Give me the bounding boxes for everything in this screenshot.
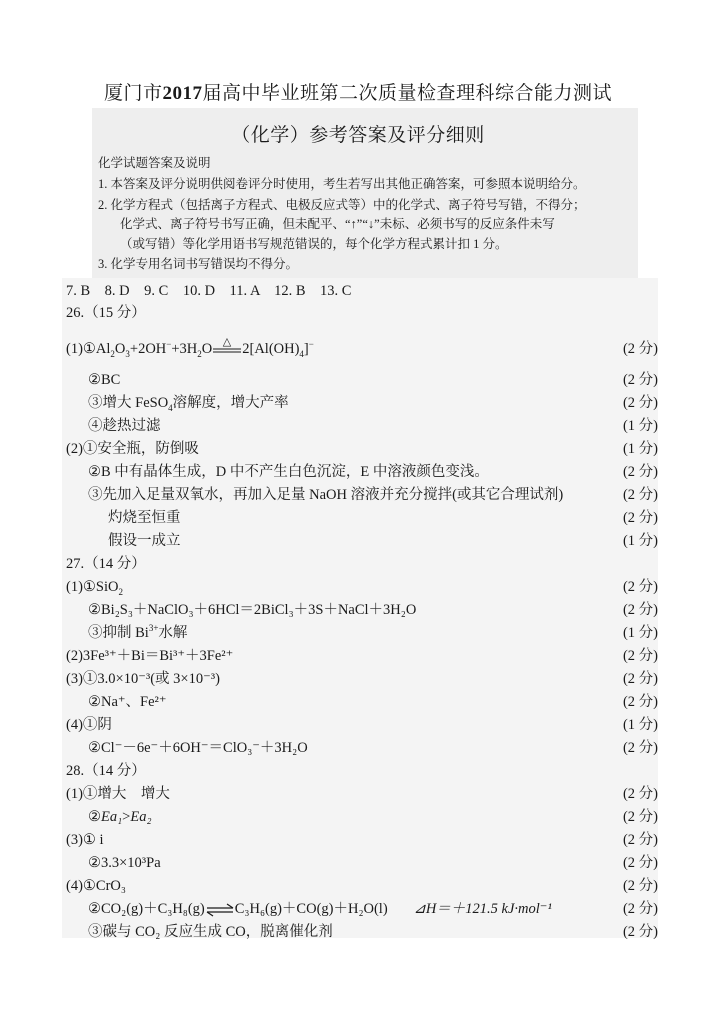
heat-condition-equals xyxy=(212,335,242,357)
q26-1-1: $(1)①Al_2O_3+2OH^-+3H_2O$ △ $2[Al(OH)_4]^-$ (2 分) xyxy=(66,335,658,359)
document-title: 厦门市2017届高中毕业班第二次质量检查理科综合能力测试 xyxy=(103,83,613,104)
intro-item-2b: 化学式、离子符号书写正确，但未配平、“↑”“↓”未标、必须书写的反应条件未写 xyxy=(120,217,555,231)
intro-item-2c: （或写错）等化学用语书写规范错误的，每个化学方程式累计扣 1 分。 xyxy=(120,237,508,251)
q27-1-3: ③抑制 $Bi^{3+}$水解 (1 分) xyxy=(88,623,658,641)
q27-2: (2)3Fe³⁺＋Bi＝Bi³⁺＋3Fe²⁺ (2 分) xyxy=(66,648,658,664)
q28-4-3: ③碳与 CO₂ 反应生成 CO，脱离催化剂 (2 分) xyxy=(88,924,658,940)
q27-4-2: ②Cl⁻－6e⁻＋6OH⁻＝ClO₃⁻＋3H₂O (2 分) xyxy=(88,740,658,756)
q26-2-3c: 假设一成立 (1 分) xyxy=(108,533,658,549)
intro-item-1: 1. 本答案及评分说明供阅卷评分时使用，考生若写出其他正确答案，可参照本说明给分。 xyxy=(98,177,586,191)
heat-symbol: △ xyxy=(223,335,232,348)
q26-2-2: ②B 中有晶体生成，D 中不产生白色沉淀，E 中溶液颜色变浅。 (2 分) xyxy=(88,464,658,480)
intro-heading: 化学试题答案及说明 xyxy=(98,156,211,170)
q27-heading: 27.（14 分） xyxy=(66,556,146,572)
q28-heading: 28.（14 分） xyxy=(66,763,146,779)
q27-1-1: (1)①SiO$_2$ (2 分) xyxy=(66,579,658,597)
equilibrium-arrow-icon xyxy=(205,903,235,917)
q26-1-3: ③增大 FeSO$_4$溶解度，增大产率 (2 分) xyxy=(88,395,658,413)
q26-1-2: ②BC (2 分) xyxy=(88,372,658,388)
q27-3-2: ②Na⁺、Fe²⁺ (2 分) xyxy=(88,694,658,710)
q26-2-1: (2)①安全瓶，防倒吸 (1 分) xyxy=(66,441,658,457)
intro-item-2a: 2. 化学方程式（包括离子方程式、电极反应式等）中的化学式、离子符号写错，不得分； xyxy=(98,198,586,212)
intro-item-3: 3. 化学专用名词书写错误均不得分。 xyxy=(98,257,299,271)
q26-2-3b: 灼烧至恒重 (2 分) xyxy=(108,510,658,526)
q26-2-3: ③先加入足量双氧水，再加入足量 NaOH 溶液并充分搅拌(或其它合理试剂) (2 分) xyxy=(88,487,658,503)
q27-3-1: (3)①3.0×10⁻³(或 3×10⁻³) (2 分) xyxy=(66,671,658,687)
q28-3-2: ②3.3×10³Pa (2 分) xyxy=(88,855,658,871)
q27-4-1: (4)①阴 (1 分) xyxy=(66,717,658,733)
q27-1-2: ②Bi₂S₃＋NaClO₃＋6HCl＝2BiCl₃＋3S＋NaCl＋3H₂O (2 分) xyxy=(88,602,658,618)
document-subtitle: （化学）参考答案及评分细则 xyxy=(231,125,485,146)
q28-4-2: ②CO₂(g)＋C₃H₈(g) C₃H₆(g)＋CO(g)＋H₂O(l) ⊿H＝＋121.5 kJ·mol⁻¹ (2 分) xyxy=(88,901,658,917)
q26-1-4: ④趁热过滤 (1 分) xyxy=(88,418,658,434)
q28-1-1: (1)①增大 增大 (2 分) xyxy=(66,786,658,802)
mc-answers: 7. B 8. D 9. C 10. D 11. A 12. B 13. C xyxy=(66,283,352,299)
q28-1-2: ②Ea₁>Ea₂ (2 分) xyxy=(88,809,658,825)
q28-4-1: (4)①CrO₃ (2 分) xyxy=(66,878,658,894)
q28-3-1: (3)① i (2 分) xyxy=(66,832,658,848)
q26-heading: 26.（15 分） xyxy=(66,305,146,321)
